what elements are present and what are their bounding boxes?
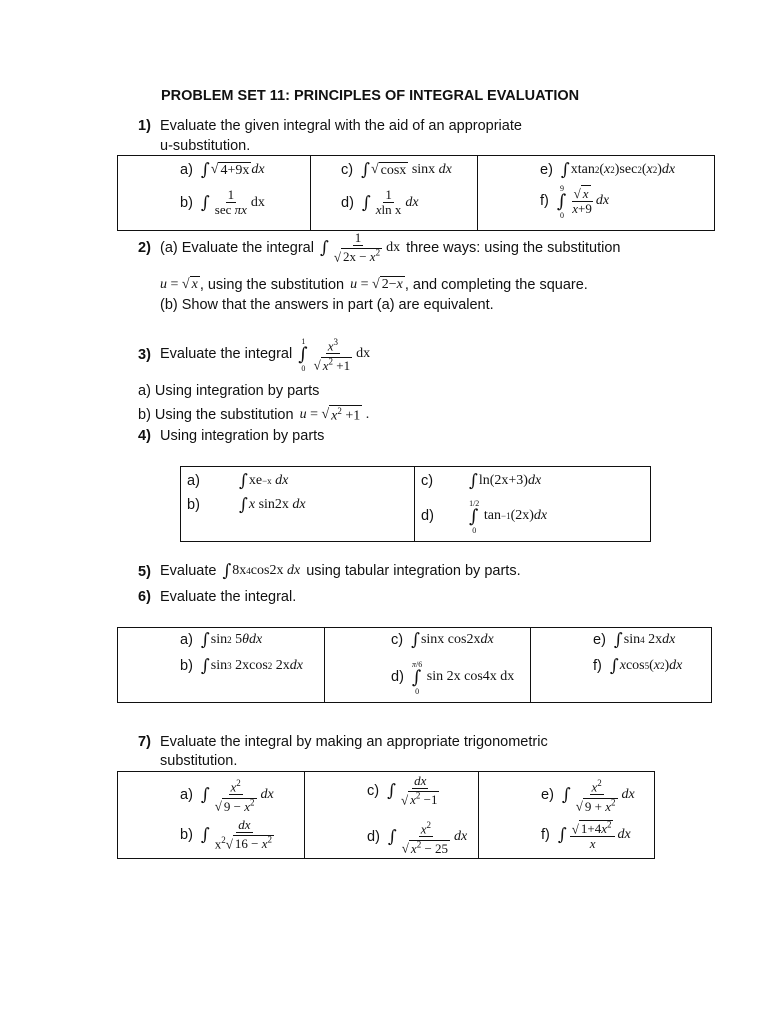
problem-7-table [117, 771, 655, 859]
label-f: f) [593, 658, 602, 674]
problem-4-table [180, 466, 651, 542]
label-b: b) [180, 826, 193, 843]
label-c: c) [341, 162, 354, 178]
problem-7b: b) ∫ $\frac{dx}{x^2√ 16 - x^2}$ [180, 817, 273, 852]
problem-3-text: Evaluate the integral [160, 345, 293, 362]
problem-7-number: 7) [138, 734, 151, 750]
problem-6e: e) ∫ sin 4 2x dx [593, 630, 676, 650]
problem-6d: d) π/6 ∫ 0 sin 2x cos4x dx [391, 660, 515, 696]
problem-6f: f) ∫ x cos 5 ( x 2 ) dx [593, 656, 683, 676]
problem-6-cell-cd [325, 628, 531, 703]
label-b: b) [180, 658, 193, 674]
problem-1e: e) ∫ xtan 2 ( x 2 )sec 2 ( x 2 ) dx [540, 160, 676, 180]
label-d: d) [341, 194, 354, 211]
problem-5-text-pre: Evaluate [160, 563, 217, 579]
label-a: a) [187, 473, 200, 489]
problem-6-cell-ab [118, 628, 325, 703]
label-c: c) [421, 473, 434, 489]
problem-3-a: a) Using integration by parts [138, 383, 320, 399]
label-e: e) [540, 162, 553, 178]
label-e: e) [541, 786, 554, 803]
problem-1-text-line2: u-substitution. [160, 138, 251, 154]
problem-2-line2: u = √ x , using the substitution u = √ 2−x , and completing the square. [160, 276, 588, 293]
problem-4-cell-ab [181, 467, 415, 542]
problem-3-b: b) Using the substitution [138, 406, 294, 423]
problem-7d: d) ∫ $\frac{x^2}{√ x^2 - 25}$ dx [367, 820, 468, 856]
problem-1-cell-ef [478, 156, 715, 231]
problem-6a: a) ∫ sin 2 5 θdx [180, 630, 263, 650]
label-d: d) [367, 828, 380, 845]
page-title: PROBLEM SET 11: PRINCIPLES OF INTEGRAL EVALUATION [161, 88, 580, 104]
problem-5-line: Evaluate ∫ 8x 4 cos2x dx using tabular integration by parts. [160, 561, 521, 581]
problem-1b: b) ∫ $\frac{1}{\text{sec πx}}$ dx [180, 187, 265, 217]
label-b: b) [187, 497, 200, 513]
problem-1-table [117, 155, 715, 231]
problem-7e: e) ∫ $\frac{x^2}{√ 9 + x^2}$ dx [541, 778, 635, 814]
problem-4c: c) ∫ ln(2x+3) dx [421, 471, 542, 491]
problem-7-text-line1: Evaluate the integral by making an appropriate trigonometric [160, 734, 548, 750]
problem-7-cell-cd [305, 772, 479, 859]
problem-2-text-a-post: three ways: using the substitution [406, 239, 621, 256]
problem-7c: c) ∫ $\frac{dx}{√ x^2 -1}$ [367, 773, 438, 808]
problem-3-number: 3) [138, 347, 151, 363]
label-c: c) [391, 632, 404, 648]
problem-5-number: 5) [138, 564, 151, 580]
problem-2-text-a-pre: (a) Evaluate the integral [160, 239, 314, 256]
problem-4a: a) ∫ xe −x dx [187, 471, 289, 491]
problem-3-b-line: b) Using the substitution u = √ $x^2 +1$ . [138, 406, 370, 424]
problem-1-text-line1: Evaluate the given integral with the aid of an appropriate [160, 118, 522, 134]
problem-1d: d) ∫ $\frac{1}{\text{xln x}}$ dx [341, 187, 419, 217]
problem-6-table [117, 627, 712, 703]
label-a: a) [180, 632, 193, 648]
label-d: d) [391, 669, 404, 685]
problem-7a: a) ∫ $\frac{x^2}{√ 9 - x^2}$ dx [180, 778, 274, 814]
problem-3-line: Evaluate the integral 1 ∫ 0 $\frac{x^3}{√ x^2 +1}$ dx [160, 336, 371, 373]
problem-6-text: Evaluate the integral. [160, 589, 297, 605]
problem-6-number: 6) [138, 589, 151, 605]
label-a: a) [180, 786, 193, 803]
problem-1-cell-ab [118, 156, 311, 231]
problem-7f: f) ∫ $\frac{√ 1+4x^2}{x}$ dx [541, 820, 631, 852]
problem-6b: b) ∫ sin 3 2xcos 2 2x dx [180, 656, 303, 676]
problem-1c: c) ∫ √ cosx sinx dx [341, 160, 452, 180]
label-d: d) [421, 508, 434, 524]
problem-5-text-post: using tabular integration by parts. [306, 563, 521, 579]
problem-4-cell-cd [415, 467, 651, 542]
problem-1-number: 1) [138, 118, 151, 134]
problem-2-text-mid: , using the substitution [199, 276, 345, 293]
problem-1f: f) 9 ∫ 0 $\frac{√ x}{x+9}$ dx [540, 184, 610, 220]
problem-6-cell-ef [531, 628, 712, 703]
problem-2-number: 2) [138, 240, 151, 256]
problem-1a: a) ∫ √ 4+9x dx [180, 160, 265, 180]
problem-2-line1: (a) Evaluate the integral ∫ $\frac{1}{√ 2x - x^2}$ dx three ways: using the substitution [160, 230, 621, 265]
problem-1-cell-cd [311, 156, 478, 231]
problem-4-text: Using integration by parts [160, 428, 325, 444]
problem-4-number: 4) [138, 428, 151, 444]
label-f: f) [541, 826, 550, 843]
problem-2-text-b: (b) Show that the answers in part (a) are equivalent. [160, 297, 494, 313]
label-f: f) [540, 193, 549, 209]
label-e: e) [593, 632, 606, 648]
problem-7-cell-ab [118, 772, 305, 859]
label-c: c) [367, 782, 380, 799]
problem-2-text-post: , and completing the square. [404, 276, 588, 293]
label-b: b) [180, 194, 193, 211]
problem-7-text-line2: substitution. [160, 753, 238, 769]
problem-6c: c) ∫ sinx cos2x dx [391, 630, 494, 650]
label-a: a) [180, 162, 193, 178]
problem-4b: b) ∫ x sin2x dx [187, 495, 306, 515]
problem-7-cell-ef [479, 772, 655, 859]
problem-4d: d) 1/2 ∫ 0 tan −1 (2x) dx [421, 499, 548, 535]
